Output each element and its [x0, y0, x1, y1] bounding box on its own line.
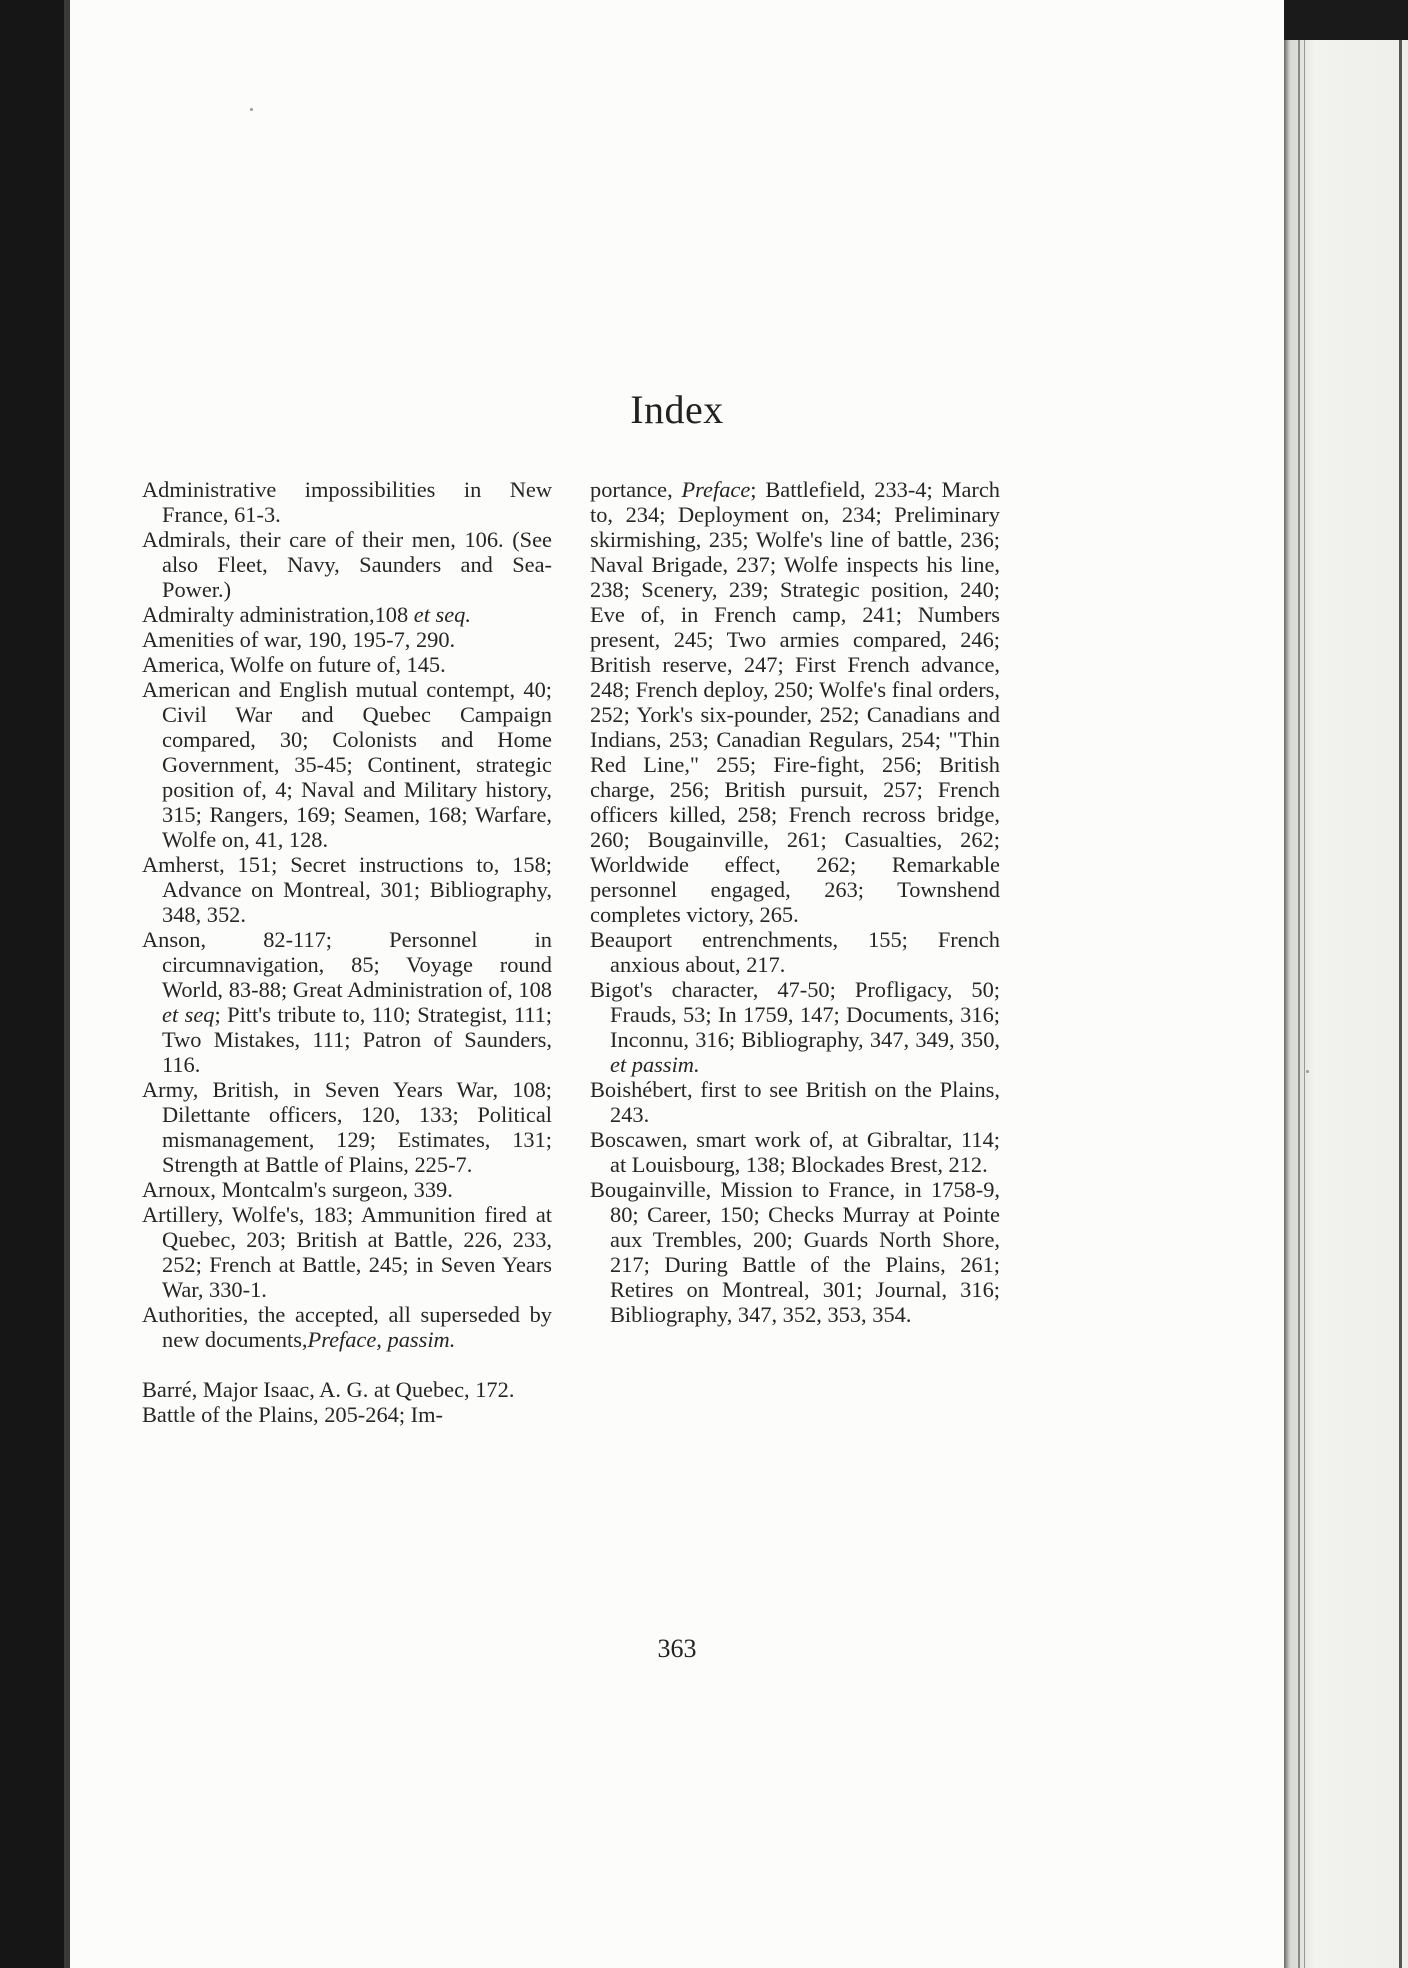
entry-text: Barré, Major Isaac, A. G. at Quebec, 172. [142, 1377, 515, 1402]
page-edges-right [1284, 40, 1408, 1968]
index-entry [590, 1077, 1000, 1127]
index-entry [590, 927, 1000, 977]
entry-italic-text: Preface [681, 477, 751, 502]
entry-text: Anson, 82-117; Personnel in circumnavigation, 85; Voyage round World, 83-88; Great Administration of, 108 [142, 927, 552, 1002]
entry-text: Boscawen, smart work of, at Gibraltar, 114; at Louisbourg, 138; Blockades Brest, 212. [590, 1127, 1000, 1177]
entry-text: Army, British, in Seven Years War, 108; Dilettante officers, 120, 133; Political mismanagement, 129; Estimates, 131; Strength at Battle of Plains, 225-7. [142, 1077, 552, 1177]
index-entry [590, 1127, 1000, 1177]
entry-text: Battle of the Plains, 205-264; Im- [142, 1402, 443, 1427]
index-entry [142, 1077, 552, 1177]
index-entry [142, 677, 552, 852]
index-entry [142, 1177, 552, 1202]
book-spine-left [0, 0, 70, 1968]
index-entry [590, 977, 1000, 1077]
entry-text-after: ; Pitt's tribute to, 110; Strategist, 111; Two Mistakes, 111; Patron of Saunders, 116. [162, 1002, 552, 1077]
index-entry [142, 627, 552, 652]
index-entry [142, 852, 552, 927]
entry-gap [142, 1352, 552, 1377]
index-entry [142, 477, 552, 527]
entry-text: Admirals, their care of their men, 106. (See also Fleet, Navy, Saunders and Sea-Power.) [142, 527, 552, 602]
index-entry [142, 1377, 552, 1402]
entry-text: Admiralty administration,108 [142, 602, 414, 627]
index-column-left [142, 477, 552, 1427]
page-number: 363 [657, 1634, 697, 1663]
entry-text: Beauport entrenchments, 155; French anxious about, 217. [590, 927, 1000, 977]
index-entry [142, 927, 552, 1077]
entry-text: portance, [590, 477, 682, 502]
index-entry [142, 1202, 552, 1302]
index-entry-continued [590, 477, 1000, 927]
paper-fleck [1306, 1070, 1309, 1073]
index-entry [142, 602, 552, 627]
index-entry [142, 1302, 552, 1352]
entry-text: Bigot's character, 47-50; Profligacy, 50; Frauds, 53; In 1759, 147; Documents, 316; Inconnu, 316; Bibliography, 347, 349, 350, [590, 977, 1000, 1052]
entry-text: American and English mutual contempt, 40; Civil War and Quebec Campaign compared, 30; Colonists and Home Government, 35-45; Continent, strategic position of, 4; Naval and Military history, 315; Rangers, 169; Seamen, 168; Warfare, Wolfe on, 41, 128. [142, 677, 552, 852]
entry-italic-text: et passim. [610, 1052, 700, 1077]
index-entry [142, 527, 552, 602]
entry-text: Boishébert, first to see British on the Plains, 243. [590, 1077, 1000, 1127]
entry-text: Arnoux, Montcalm's surgeon, 339. [142, 1177, 453, 1202]
background-top-right [1284, 0, 1408, 40]
entry-text: Authorities, the accepted, all superseded by new documents, [142, 1302, 552, 1352]
index-entry [142, 652, 552, 677]
book-page [70, 0, 1284, 1968]
entry-italic-text: et seq. [413, 602, 471, 627]
page-title: Index [630, 387, 724, 432]
entry-text: Amenities of war, 190, 195-7, 290. [142, 627, 456, 652]
entry-italic-text: et seq [162, 1002, 215, 1027]
entry-text: Administrative impossibilities in New France, 61-3. [142, 477, 552, 527]
entry-italic-text: Preface, passim. [307, 1327, 456, 1352]
entry-text: Bougainville, Mission to France, in 1758-9, 80; Career, 150; Checks Murray at Pointe aux Trembles, 200; Guards North Shore, 217; During Battle of the Plains, 261; Retires on Montreal, 301; Journal, 316; Bibliography, 347, 352, 353, 354. [590, 1177, 1000, 1327]
index-entry [142, 1402, 552, 1427]
entry-text: Artillery, Wolfe's, 183; Ammunition fired at Quebec, 203; British at Battle, 226, 233, 252; French at Battle, 245; in Seven Years War, 330-1. [142, 1202, 552, 1302]
index-entry [590, 1177, 1000, 1327]
paper-fleck [250, 108, 253, 111]
entry-text-after: ; Battlefield, 233-4; March to, 234; Deployment on, 234; Preliminary skirmishing, 235; Wolfe's line of battle, 236; Naval Brigade, 237; Wolfe inspects his line, 238; Scenery, 239; Strategic position, 240; Eve of, in French camp, 241; Numbers present, 245; Two armies compared, 246; British reserve, 247; First French advance, 248; French deploy, 250; Wolfe's final orders, 252; York's six-pounder, 252; Canadians and Indians, 253; Canadian Regulars, 254; "Thin Red Line," 255; Fire-fight, 256; British charge, 256; British pursuit, 257; French officers killed, 258; French recross bridge, 260; Bougainville, 261; Casualties, 262; Worldwide effect, 262; Remarkable personnel engaged, 263; Townshend completes victory, 265. [590, 477, 1000, 927]
entry-text: Amherst, 151; Secret instructions to, 158; Advance on Montreal, 301; Bibliography, 348, 352. [142, 852, 552, 927]
entry-text: America, Wolfe on future of, 145. [142, 652, 446, 677]
index-column-right [590, 477, 1000, 1327]
